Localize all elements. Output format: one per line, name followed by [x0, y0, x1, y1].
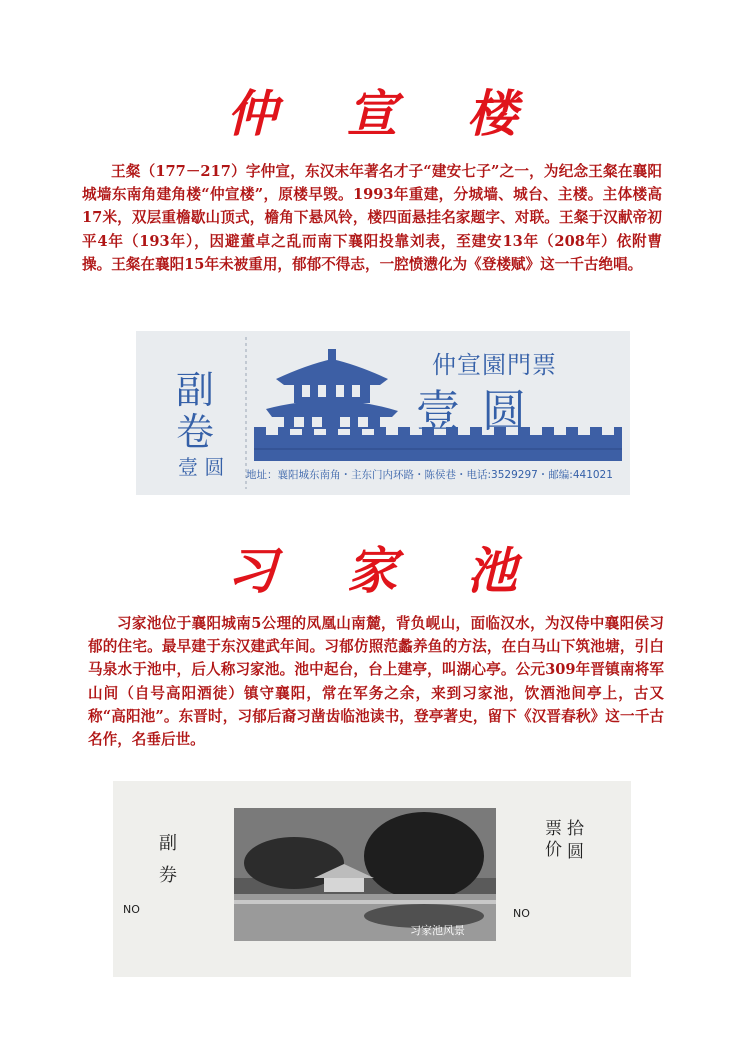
ticket-value: 壹 圆: [416, 386, 530, 437]
ticket-address: 地址：襄阳城东南角・主东门内环路・陈侯巷・电话:3529297・邮编:441021: [246, 469, 613, 481]
title-char: 习: [227, 541, 277, 600]
title-char: 仲: [227, 84, 277, 143]
stub-no: NO: [123, 903, 140, 916]
scenery-photo: [234, 808, 496, 941]
section-title: [0, 531, 744, 603]
ticket-header: 仲宣園門票: [432, 351, 557, 379]
xijiachi-ticket: [113, 781, 631, 977]
title-char: 楼: [467, 84, 517, 143]
price-value: 拾圆: [563, 819, 583, 865]
no-label: NO: [513, 907, 530, 920]
paragraph-text: 王粲（177－217）字仲宣，东汉末年著名才子“建安七子”之一，为纪念王粲在襄阳城墙东南角建角楼“仲宣楼”，原楼早毁。1993年重建，分城墙、城台、主楼。主体楼高17米，双层重檐歇山顶式，檐角下悬风铃，楼四面悬挂名家题字、对联。王粲于汉献帝初平4年（193年），因避董卓之乱而南下襄阳投靠刘表，至建安13年（208年）依附曹操。王粲在襄阳15年未被重用，郁郁不得志，一腔愤懑化为《登楼赋》这一千古绝唱。: [82, 163, 662, 273]
zhongxuan-ticket: [136, 331, 630, 495]
stub-char: 卷: [176, 410, 215, 454]
paragraph-text: 习家池位于襄阳城南5公理的凤凰山南麓，背负岘山，面临汉水，为汉侍中襄阳侯习郁的住宅。最早建于东汉建武年间。习郁仿照范蠡养鱼的方法，在白马山下筑池塘，引白马泉水于池中，后人称习家池。池中起台，台上建亭，叫湖心亭。公元309年晋镇南将军山间（自号高阳酒徒）镇守襄阳，常在军务之余，来到习家池，饮酒池间亭上，古又称“高阳池”。东晋时，习郁后裔习凿齿临池读书，登亭著史，留下《汉晋春秋》这一千古名作，名垂后世。: [88, 615, 664, 749]
stub-char: 副: [176, 368, 215, 412]
stub-label: 副券: [156, 833, 177, 897]
section-title: [0, 74, 744, 146]
section-paragraph: [82, 160, 662, 276]
title-char: 家: [347, 541, 397, 600]
section-paragraph: [88, 612, 664, 751]
stub-value: 壹 圆: [178, 455, 225, 479]
price-label: 票价: [541, 819, 561, 861]
photo-caption: 习家池风景: [410, 924, 465, 937]
title-char: 宣: [347, 84, 397, 143]
title-char: 池: [467, 541, 517, 600]
